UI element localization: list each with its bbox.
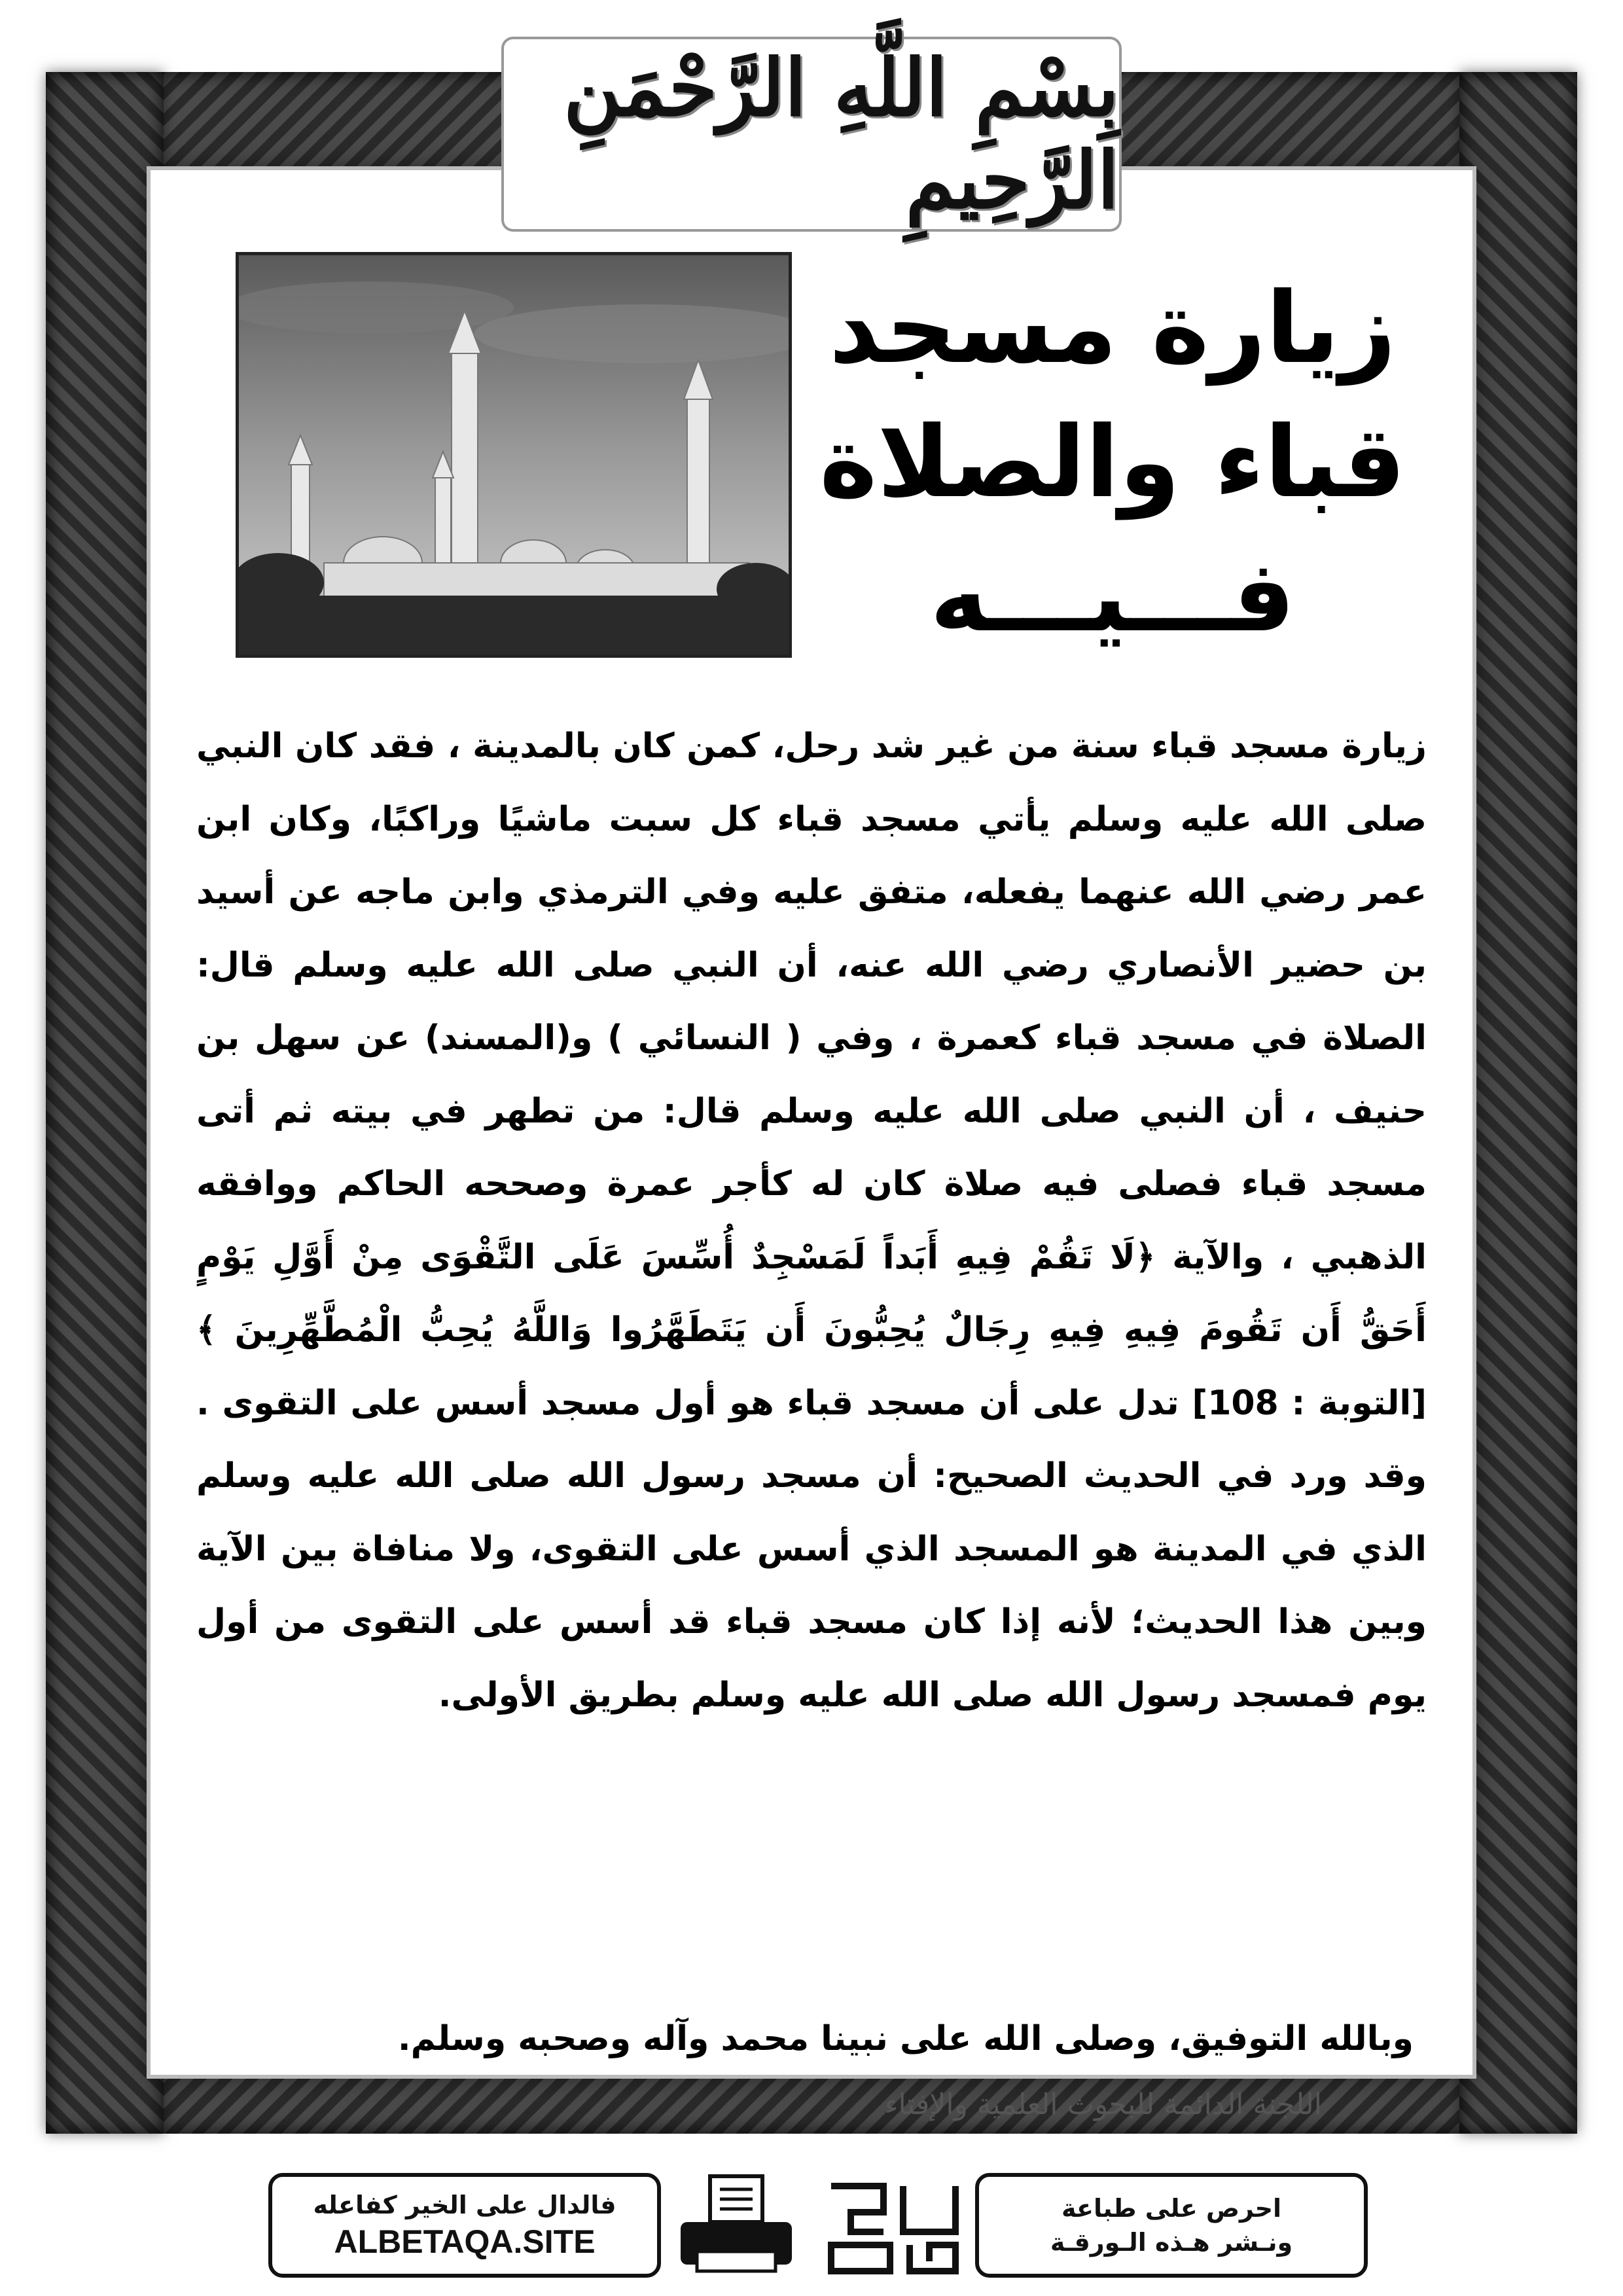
article-body bbox=[196, 710, 1427, 1732]
mosque-silhouette-image bbox=[239, 255, 789, 655]
title-line-3: فـــيـــه bbox=[929, 540, 1296, 654]
title-line-1: زيارة مسجد bbox=[829, 272, 1397, 386]
mosque-photo bbox=[236, 252, 792, 658]
print-reminder-line-2: ونـشر هـذه الـورقـة bbox=[1050, 2228, 1293, 2257]
basmala-calligraphy: بِسْمِ اللَّهِ الرَّحْمَنِ الرَّحِيمِ bbox=[563, 42, 1119, 226]
print-reminder-line-1: احرص على طباعة bbox=[1061, 2194, 1282, 2223]
page-title bbox=[818, 262, 1407, 664]
footer-bar bbox=[268, 2173, 1368, 2284]
website-url: ALBETAQA.SITE bbox=[334, 2223, 596, 2260]
body-paragraph: زيارة مسجد قباء سنة من غير شد رحل، كمن كان بالمدينة ، فقد كان النبي صلى الله عليه وسلم يأتي مسجد قباء كل سبت ماشيًا وراكبًا، وكان ابن عمر رضي الله عنهما يفعله، متفق عليه وفي الترمذي وابن ماجه عن أسيد بن حضير الأنصاري رضي الله عنه، أن النبي صلى الله عليه وسلم قال: الصلاة في مسجد قباء كعمرة ، وفي ( النسائي ) و(المسند) عن سهل بن حنيف ، أن النبي صلى الله عليه وسلم قال: من تطهر في بيته ثم أتى مسجد قباء فصلى فيه صلاة كان له كأجر عمرة وصححه الحاكم ووافقه الذهبي ، والآية ﴿لَا تَقُمْ فِيهِ أَبَداً لَمَسْجِدٌ أُسِّسَ عَلَى التَّقْوَى مِنْ أَوَّلِ يَوْمٍ أَحَقُّ أَن تَقُومَ فِيهِ فِيهِ رِجَالٌ يُحِبُّونَ أَن يَتَطَهَّرُوا وَاللَّهُ يُحِبُّ الْمُطَّهِّرِينَ ﴾ [التوبة : 108] تدل على أن مسجد قباء هو أول مسجد أسس على التقوى . وقد ورد في الحديث الصحيح: أن مسجد رسول الله صلى الله عليه وسلم الذي في المدينة هو المسجد الذي أسس على التقوى، ولا منافاة بين الآية وبين هذا الحديث؛ لأنه إذا كان مسجد قباء قد أسس على التقوى من أول يوم فمسجد رسول الله صلى الله عليه وسلم بطريق الأولى. bbox=[196, 726, 1427, 1715]
dawat-alwaraqa-logo bbox=[825, 2173, 969, 2278]
frame-right bbox=[1459, 72, 1577, 2134]
printer-icon bbox=[674, 2173, 798, 2278]
print-reminder-badge bbox=[975, 2173, 1368, 2278]
basmala-plate bbox=[504, 39, 1119, 229]
website-badge bbox=[268, 2173, 661, 2278]
title-line-2: قباء والصلاة bbox=[819, 406, 1406, 520]
website-slogan: فالدال على الخير كفاعله bbox=[313, 2191, 616, 2219]
closing-line: وبالله التوفيق، وصلى الله على نبينا محمد وآله وصحبه وسلم. bbox=[397, 2019, 1414, 2058]
frame-left bbox=[46, 72, 164, 2134]
signature-line: اللجنة الدائمة للبحوث العلمية والإفتاء bbox=[884, 2088, 1322, 2121]
